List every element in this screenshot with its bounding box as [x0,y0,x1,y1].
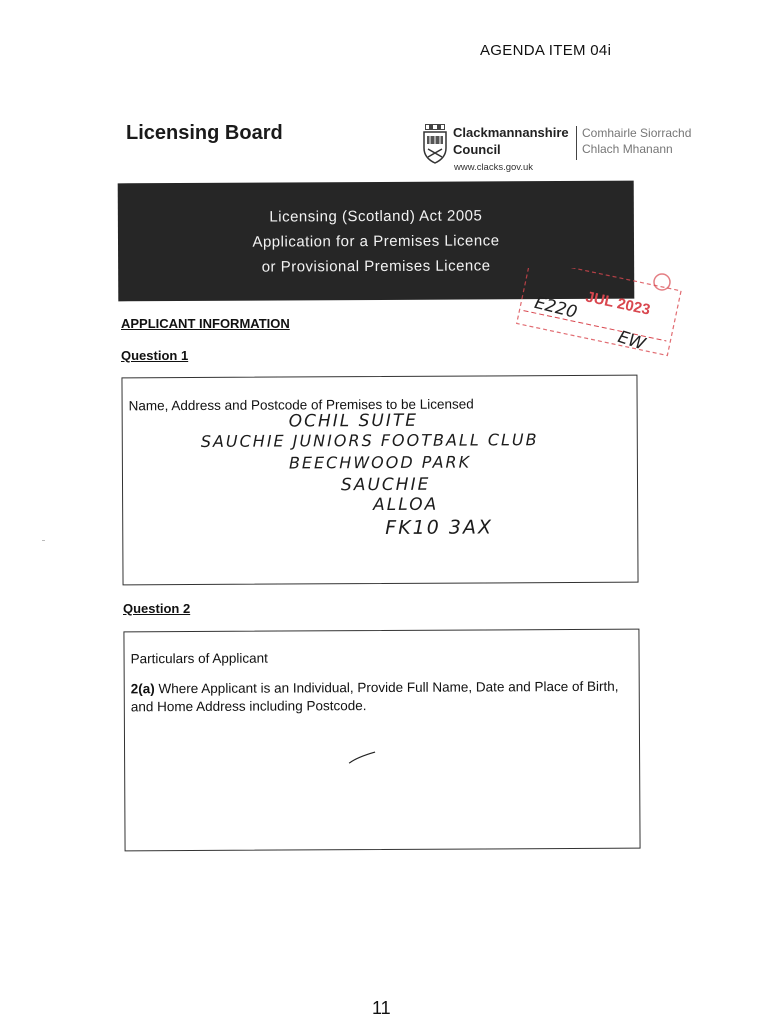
page-number: 11 [372,998,391,1018]
handwritten-line: FK10 3AX [385,516,494,539]
page-title: Licensing Board [126,122,283,144]
question-2a-number: 2(a) [130,681,155,697]
banner-line-application: Application for a Premises Licence [252,232,500,251]
question-2-label: Question 2 [123,601,191,616]
handwritten-line: SAUCHIE JUNIORS FOOTBALL CLUB [200,430,539,451]
gaelic-name-line2: Chlach Mhanann [582,142,673,156]
handwritten-line: ALLOA [373,494,439,516]
premises-address-box[interactable] [121,375,638,586]
stamp-date-text: JUL 2023 [583,288,652,319]
stamp-initials: EW [615,327,648,355]
particulars-heading: Particulars of Applicant [130,650,268,667]
council-website: www.clacks.gov.uk [454,162,534,173]
council-logo [422,124,712,176]
stamp-reference: E220 [532,292,580,323]
handwritten-line: OCHIL SUITE [288,410,419,432]
question-1-label: Question 1 [121,348,189,363]
premises-field-label: Name, Address and Postcode of Premises to be Licensed [128,396,474,414]
section-heading: APPLICANT INFORMATION [121,316,290,331]
banner-line-provisional: or Provisional Premises Licence [261,257,491,276]
question-2a-text [131,678,627,717]
council-crest-icon [422,124,448,164]
handwritten-line: SAUCHIE [340,474,431,496]
banner-line-act: Licensing (Scotland) Act 2005 [269,207,483,226]
scan-speck [42,540,45,541]
council-name-line2: Council [453,142,501,157]
handwritten-line: BEECHWOOD PARK [288,452,472,473]
agenda-item: AGENDA ITEM 04i [480,42,612,59]
council-name-line1: Clackmannanshire [453,125,569,140]
applicant-particulars-box[interactable] [123,629,640,852]
logo-divider [576,126,577,160]
question-2a-instruction: Where Applicant is an Individual, Provide Full Name, Date and Place of Birth, and Home Address including Postcode. [130,678,619,715]
received-date-stamp [512,268,682,364]
gaelic-name-line1: Comhairle Siorrachd [582,126,692,140]
handwritten-dash-mark [347,749,377,765]
